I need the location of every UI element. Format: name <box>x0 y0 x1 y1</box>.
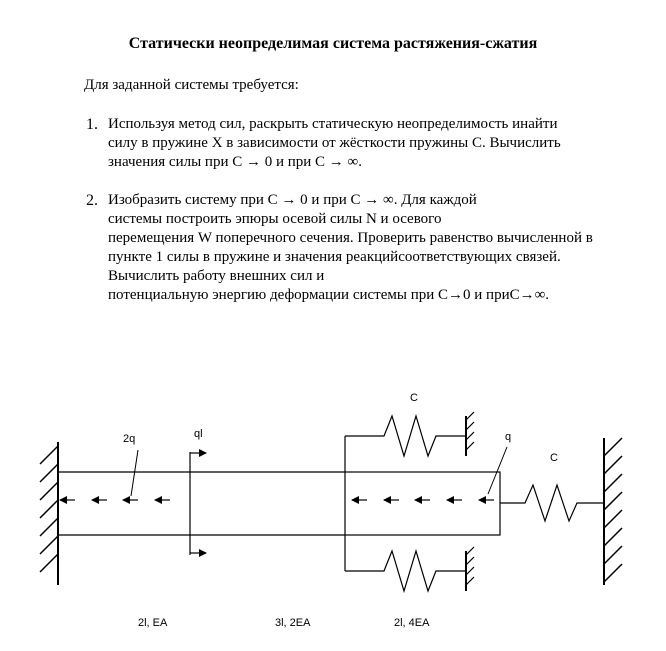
label-c-right: C <box>550 452 558 464</box>
task-line: системы построить эпюры осевой силы N и осевого <box>108 211 442 227</box>
top-spring <box>345 412 474 472</box>
label-ql: ql <box>194 428 203 440</box>
beam-diagram <box>0 380 666 651</box>
task-line: силу в пружине X в зависимости от жёсткости пружины C. Вычислить <box>108 135 561 151</box>
label-q: q <box>505 431 512 443</box>
segment-2-label: 3l, 2EA <box>275 617 311 629</box>
task-line: Вычислить работу внешних сил и <box>108 268 325 284</box>
task-number: 2. <box>86 192 98 209</box>
segment-3-label: 2l, 4EA <box>394 617 430 629</box>
task-line: пункте 1 силы в пружине и значения реакцийсоответствующих связей. <box>108 249 561 265</box>
task-line: Изобразить систему при C → 0 и при C → ∞. Для каждой <box>108 192 477 208</box>
bar-segment-3 <box>345 472 500 535</box>
segment-1-label: 2l, EA <box>138 617 168 629</box>
task-number: 1. <box>86 116 98 133</box>
label-2q: 2q <box>123 433 136 445</box>
task-line: потенциальную энергию деформации системы при C→0 и приC→∞. <box>108 287 550 303</box>
right-wall-support <box>604 438 622 585</box>
task-line: перемещения W поперечного сечения. Проверить равенство вычисленной в <box>108 230 593 246</box>
force-ql-arrows <box>190 453 206 553</box>
intro-text: Для заданной системы требуется: <box>84 77 299 93</box>
bar-segment-1 <box>58 472 190 535</box>
task-line: Используя метод сил, раскрыть статическую неопределимость инайти <box>108 116 558 132</box>
distributed-load-q <box>352 447 507 500</box>
label-c-top: C <box>410 392 418 404</box>
left-wall-support <box>40 442 58 585</box>
bar-segment-2 <box>190 472 345 535</box>
task-body <box>108 115 648 172</box>
right-spring <box>500 485 604 521</box>
bottom-spring <box>345 535 474 591</box>
document-title: Статически неопределимая система растяжения-сжатия <box>128 35 538 52</box>
distributed-load-2q <box>60 450 170 500</box>
task-body <box>108 191 648 305</box>
task-line: значения силы при C → 0 и при C → ∞. <box>108 154 363 170</box>
